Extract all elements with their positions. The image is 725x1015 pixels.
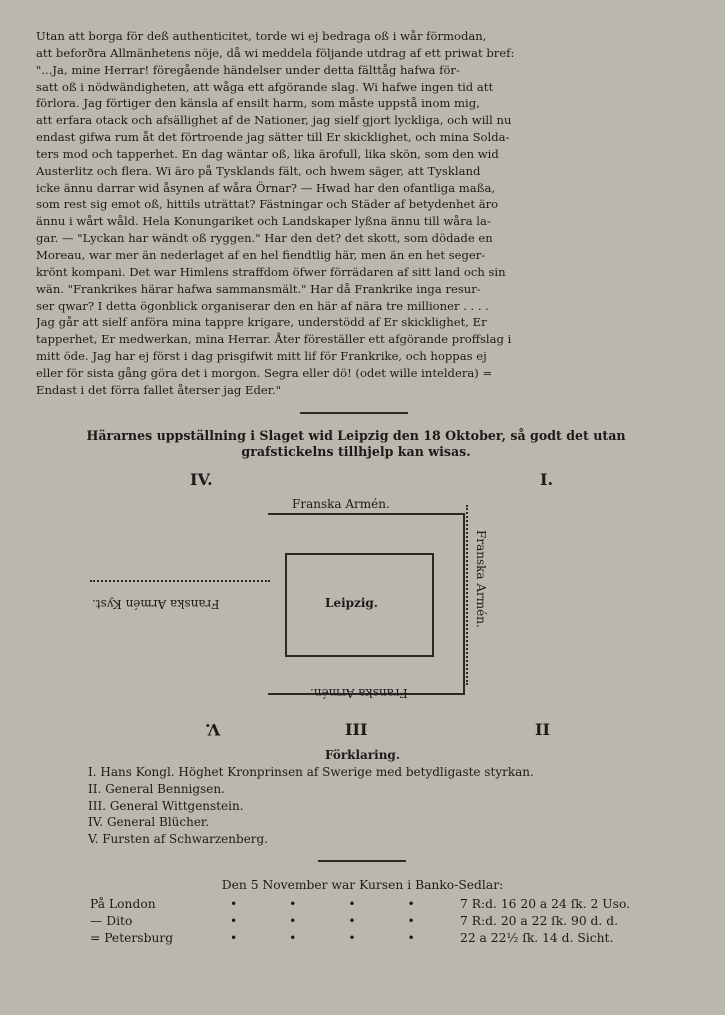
rate-value: 7 R:d. 16 20 a 24 ſk. 2 Uso. bbox=[460, 897, 631, 911]
text-line: förlora. Jag förtiger den känsla af ensilt harm, som måste uppstå inom mig, bbox=[36, 96, 480, 111]
corner-label-iii: III bbox=[345, 720, 368, 739]
text-line: ännu i wårt wåld. Hela Konungariket och Landskaper lyßna ännu till wåra la- bbox=[36, 214, 491, 229]
dotted-line-left bbox=[90, 580, 270, 582]
text-line: ser qwar? I detta ögonblick organiserar den en här af nära tre millioner . . . . bbox=[36, 298, 489, 313]
text-line: "...Ja, mine Herrar! föregående händelser under detta fälttåg hafwa för- bbox=[36, 62, 460, 77]
text-line: Moreau, war mer än nederlaget af en hel fiendtlig här, men än en het seger- bbox=[36, 247, 486, 262]
legend-item: V. Fursten af Schwarzenberg. bbox=[88, 832, 269, 847]
section-divider bbox=[300, 412, 408, 414]
legend-item: I. Hans Kongl. Höghet Kronprinsen af Swerige med betydligaste styrkan. bbox=[88, 765, 534, 779]
exchange-rates-title: Den 5 November war Kursen i Banko-Sedlar: bbox=[221, 878, 504, 892]
section-divider bbox=[318, 860, 406, 862]
exchange-rates-table bbox=[90, 896, 630, 947]
rate-leader: • • • • bbox=[230, 914, 439, 928]
corner-label-v: V. bbox=[205, 720, 221, 739]
label-bottom: Franska Armén. bbox=[310, 686, 408, 700]
rate-leader: • • • • bbox=[230, 931, 439, 945]
rate-row bbox=[90, 896, 630, 913]
text-line: mitt öde. Jag har ej först i dag prisgifwit mitt lif för Frankrike, och hoppas ej bbox=[36, 349, 487, 364]
rate-value: 7 R:d. 20 a 22 ſk. 90 d. d. bbox=[460, 914, 619, 928]
rate-place: = Petersburg bbox=[90, 931, 174, 945]
legend-list bbox=[88, 764, 534, 848]
text-line: Endast i det förra fallet återser jag Eder." bbox=[36, 382, 282, 397]
legend-item: II. General Bennigsen. bbox=[88, 781, 225, 796]
rate-value: 22 a 22½ ſk. 14 d. Sicht. bbox=[460, 931, 614, 945]
legend-title: Förklaring. bbox=[324, 748, 400, 762]
label-left: Franska Armén Kyst. bbox=[92, 597, 220, 611]
legend-item: III. General Wittgenstein. bbox=[88, 798, 244, 813]
label-right: Franska Armén. bbox=[474, 530, 488, 628]
text-line: krönt kompani. Det war Himlens straffdom öfwer förrädaren af sitt land och sin bbox=[36, 264, 506, 279]
text-line: tapperhet, Er medwerkan, mina Herrar. Åter föreställer ett afgörande proffslag i bbox=[36, 332, 512, 347]
article-body bbox=[36, 28, 664, 399]
text-line: Utan att borga för deß authenticitet, torde wi ej bedraga oß i wår förmodan, bbox=[36, 29, 487, 43]
text-line: icke ännu darrar wid åsynen af wåra Örnar? — Hwad har den ofantliga maßa, bbox=[36, 180, 496, 195]
diagram-heading bbox=[36, 428, 676, 460]
rate-row bbox=[90, 930, 630, 947]
rate-row bbox=[90, 913, 630, 930]
text-line: eller för sista gång göra det i morgon. Segra eller dö! (odet wille inteldera) = bbox=[36, 365, 493, 380]
legend-item: IV. General Blücher. bbox=[88, 815, 210, 830]
rate-place: — Dito bbox=[90, 914, 133, 928]
rate-leader: • • • • bbox=[230, 897, 439, 911]
leipzig-label: Leipzig. bbox=[325, 596, 378, 610]
text-line: satt oß i nödwändigheten, att wåga ett afgörande slag. Wi hafwe ingen tid att bbox=[36, 79, 494, 94]
text-line: endast gifwa rum åt det förtroende jag sätter till Er skicklighet, och mina Solda- bbox=[36, 130, 510, 145]
text-line: att beforðra Allmänhetens nöje, då wi meddela följande utdrag af ett priwat bref: bbox=[36, 45, 515, 60]
text-line: gar. — "Lyckan har wändt oß ryggen." Har den det? det skott, som dödade en bbox=[36, 231, 493, 246]
text-line: som rest sig emot oß, hittils uträttat? Fästningar och Städer af betydenhet äro bbox=[36, 197, 499, 212]
heading-line: grafstickelns tillhjelp kan wisas. bbox=[241, 444, 471, 459]
corner-label-iv: IV. bbox=[190, 470, 213, 489]
text-line: Jag går att sielf anföra mina tappre krigare, understödd af Er skicklighet, Er bbox=[36, 315, 487, 330]
text-line: att erfara otack och afsällighet af de Nationer, jag sielf gjort lyckliga, och will nu bbox=[36, 113, 512, 128]
text-line: Austerlitz och flera. Wi äro på Tysklands fält, och hwem säger, att Tyskland bbox=[36, 163, 481, 178]
corner-label-ii: II bbox=[535, 720, 550, 739]
corner-label-i: I. bbox=[540, 470, 554, 489]
text-line: ters mod och tapperhet. En dag wäntar oß, lika ärofull, lika skön, som den wid bbox=[36, 146, 499, 161]
dotted-line-right bbox=[466, 505, 468, 685]
heading-line: Härarnes uppställning i Slaget wid Leipzig den 18 Oktober, så godt det utan bbox=[86, 428, 626, 443]
label-top: Franska Armén. bbox=[292, 497, 390, 511]
rate-place: På London bbox=[90, 897, 156, 911]
text-line: wän. "Frankrikes härar hafwa sammansmält." Har då Frankrike inga resur- bbox=[36, 281, 481, 296]
